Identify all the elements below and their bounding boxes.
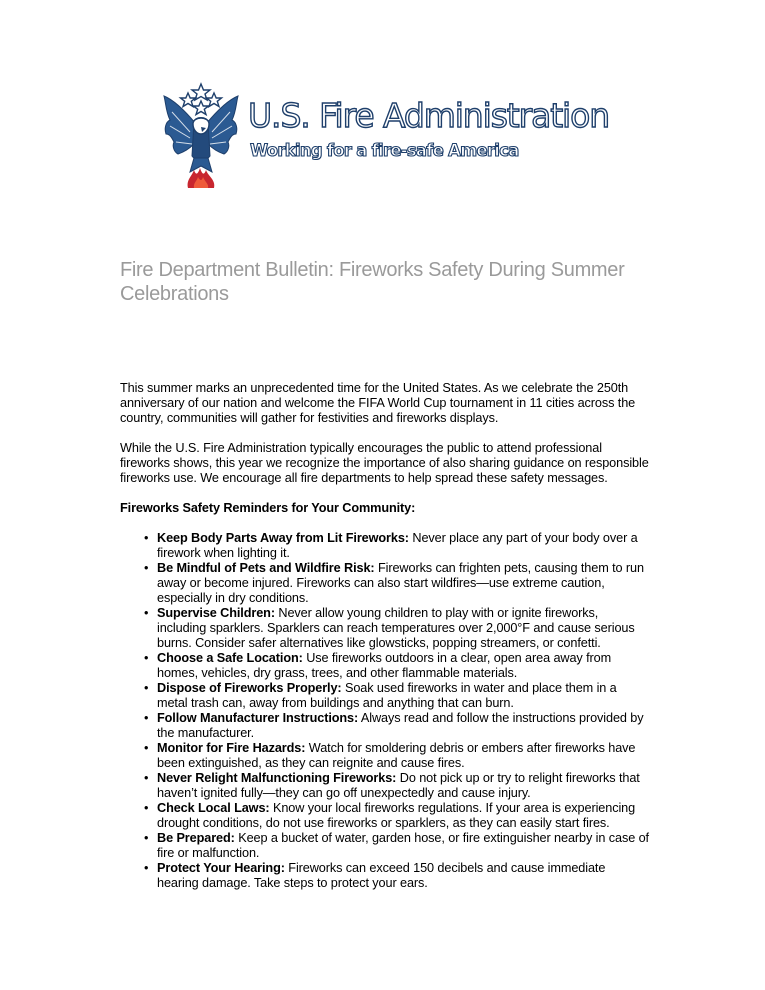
reminder-text: Fireworks can frighten pets, causing them to run away or become injured. Fireworks can also start wildfires—use extreme caution, especially in dry conditions. xyxy=(157,561,644,605)
bullet-icon: • xyxy=(144,711,149,725)
reminder-label: Be Mindful of Pets and Wildfire Risk: xyxy=(157,561,375,575)
bullet-icon: • xyxy=(144,831,149,845)
reminder-label: Choose a Safe Location: xyxy=(157,651,303,665)
reminder-label: Protect Your Hearing: xyxy=(157,861,285,875)
bullet-icon: • xyxy=(144,606,149,620)
list-item xyxy=(144,831,650,861)
bullet-icon: • xyxy=(144,801,149,815)
bullet-icon: • xyxy=(144,561,149,575)
logo-tagline: Working for a fire-safe America xyxy=(250,141,519,160)
list-item xyxy=(144,861,650,891)
bullet-icon: • xyxy=(144,861,149,875)
bullet-icon: • xyxy=(144,771,149,785)
list-item xyxy=(144,711,650,741)
intro-paragraph: This summer marks an unprecedented time for the United States. As we celebrate the 250th anniversary of our nation and welcome the FIFA World Cup tournament in 11 cities across the country, communities will gather for festivities and fireworks displays. xyxy=(120,381,636,425)
reminder-text: Do not pick up or try to relight fireworks that haven’t ignited fully—they can go off unexpectedly and cause injury. xyxy=(157,771,640,800)
reminder-text: Always read and follow the instructions provided by the manufacturer. xyxy=(157,711,644,740)
list-item xyxy=(144,651,650,681)
reminder-text: Keep a bucket of water, garden hose, or fire extinguisher nearby in case of fire or malfunction. xyxy=(157,831,649,860)
safety-reminders-list xyxy=(120,531,650,891)
bullet-icon: • xyxy=(144,681,149,695)
list-item xyxy=(144,606,650,651)
list-item xyxy=(144,681,650,711)
reminder-text: Watch for smoldering debris or embers after fireworks have been extinguished, as they can reignite and cause fires. xyxy=(157,741,636,770)
reminder-label: Monitor for Fire Hazards: xyxy=(157,741,306,755)
usfa-logo xyxy=(160,82,610,190)
reminder-label: Never Relight Malfunctioning Fireworks: xyxy=(157,771,397,785)
reminder-label: Supervise Children: xyxy=(157,606,275,620)
reminder-text: Fireworks can exceed 150 decibels and cause immediate hearing damage. Take steps to protect your ears. xyxy=(157,861,606,890)
bulletin-title: Fire Department Bulletin: Fireworks Safety During Summer Celebrations xyxy=(120,259,625,305)
section-heading: Fireworks Safety Reminders for Your Community: xyxy=(120,501,416,515)
list-item xyxy=(144,561,650,606)
reminder-text: Never place any part of your body over a firework when lighting it. xyxy=(157,531,638,560)
bullet-icon: • xyxy=(144,741,149,755)
list-item xyxy=(144,771,650,801)
logo-title: U.S. Fire Administration xyxy=(248,96,610,135)
guidance-paragraph: While the U.S. Fire Administration typically encourages the public to attend professional fireworks shows, this year we recognize the importance of also sharing guidance on responsible fireworks use. We encourage all fire departments to help spread these safety messages. xyxy=(120,441,649,485)
bulletin-body xyxy=(120,381,650,891)
reminder-label: Keep Body Parts Away from Lit Fireworks: xyxy=(157,531,409,545)
bullet-icon: • xyxy=(144,531,149,545)
reminder-text: Soak used fireworks in water and place them in a metal trash can, away from buildings and anything that can burn. xyxy=(157,681,617,710)
list-item xyxy=(144,801,650,831)
reminder-label: Follow Manufacturer Instructions: xyxy=(157,711,359,725)
list-item xyxy=(144,531,650,561)
reminder-text: Never allow young children to play with or ignite fireworks, including sparklers. Sparklers can reach temperatures over 2,000°F and cause serious burns. Consider safer alternatives like glowsticks, popping streamers, or confetti. xyxy=(157,606,635,650)
bullet-icon: • xyxy=(144,651,149,665)
reminder-text: Use fireworks outdoors in a clear, open area away from homes, vehicles, dry grass, trees, and other flammable materials. xyxy=(157,651,612,680)
reminder-label: Be Prepared: xyxy=(157,831,235,845)
reminder-text: Know your local fireworks regulations. If your area is experiencing drought conditions, do not use fireworks or sparklers, as they can easily start fires. xyxy=(157,801,636,830)
reminder-label: Check Local Laws: xyxy=(157,801,270,815)
reminder-label: Dispose of Fireworks Properly: xyxy=(157,681,342,695)
eagle-emblem-icon xyxy=(160,82,242,190)
list-item xyxy=(144,741,650,771)
